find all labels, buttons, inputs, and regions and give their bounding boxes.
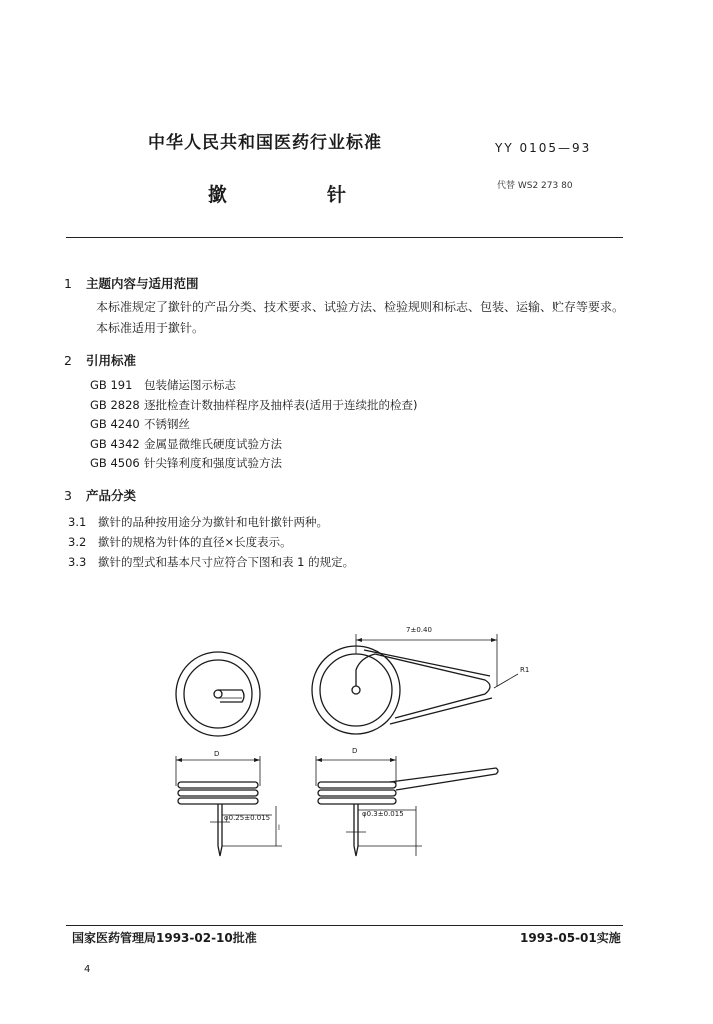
clause-item	[68, 552, 354, 572]
reference-code: GB 2828	[90, 397, 140, 412]
clause-text: 撳针的品种按用途分为撳针和电针撳针两种。	[98, 515, 328, 529]
left-top-view	[176, 652, 260, 736]
document-title-char-2: 针	[327, 184, 347, 206]
length-mark-label: l	[278, 824, 280, 832]
standard-title: 中华人民共和国医药行业标准	[148, 133, 382, 153]
document-title-char-1: 撳	[208, 184, 228, 206]
left-diameter-d-label: D	[214, 750, 220, 758]
clause-number: 3.2	[68, 535, 87, 549]
reference-item	[90, 454, 417, 474]
section-1-paragraph-1: 本标准规定了撳针的产品分类、技术要求、试验方法、检验规则和标志、包装、运输、贮存等要求。	[96, 300, 625, 314]
radius-label: R1	[520, 666, 530, 674]
footer-rule	[66, 925, 623, 926]
left-side-view	[176, 756, 282, 856]
reference-code: GB 4240	[90, 417, 140, 431]
reference-item	[90, 415, 417, 435]
reference-code: GB 191	[90, 378, 133, 392]
reference-code: GB 4506	[90, 456, 140, 470]
reference-code: GB 4342	[90, 436, 140, 451]
section-1-paragraph-2: 本标准适用于撳针。	[96, 321, 205, 335]
header-rule	[66, 237, 623, 238]
page-number: 4	[84, 964, 91, 975]
section-title: 产品分类	[86, 488, 137, 503]
reference-title: 金属显微维氏硬度试验方法	[144, 436, 282, 451]
reference-title: 针尖锋利度和强度试验方法	[144, 456, 282, 470]
reference-item	[90, 396, 417, 416]
clause-text: 撳针的型式和基本尺寸应符合下图和表 1 的规定。	[98, 555, 355, 569]
section-2-heading	[64, 351, 136, 369]
section-title: 主题内容与适用范围	[86, 276, 199, 291]
reference-item	[90, 435, 417, 455]
standard-number: YY 0105—93	[495, 141, 592, 155]
effective-date: 1993-05-01实施	[520, 931, 621, 945]
section-title: 引用标准	[86, 353, 137, 368]
reference-title: 不锈钢丝	[144, 417, 190, 431]
product-classification-list	[68, 512, 354, 572]
clause-number: 3.1	[68, 515, 87, 529]
right-side-view	[316, 756, 498, 856]
reference-list	[90, 376, 417, 474]
left-wire-diameter-label: φ0.25±0.015	[224, 814, 271, 822]
section-3-heading	[64, 486, 136, 504]
section-1-heading	[64, 274, 199, 292]
section-number: 1	[64, 276, 72, 291]
right-wire-diameter-label: φ0.3±0.015	[362, 810, 404, 818]
reference-title: 逐批检查计数抽样程序及抽样表(适用于连续批的检查)	[144, 397, 418, 412]
right-top-view	[312, 634, 518, 734]
document-title	[208, 180, 446, 207]
approval-statement: 国家医药管理局1993-02-10批准	[72, 931, 257, 945]
reference-item	[90, 376, 417, 396]
clause-item	[68, 512, 354, 532]
needle-technical-drawing	[150, 610, 550, 860]
length-dimension-label: 7±0.40	[406, 626, 432, 634]
right-diameter-d-label: D	[352, 747, 358, 755]
clause-item	[68, 532, 354, 552]
clause-number: 3.3	[68, 555, 87, 569]
clause-text: 撳针的规格为针体的直径×长度表示。	[98, 535, 292, 549]
reference-title: 包装储运图示标志	[144, 378, 236, 392]
section-number: 2	[64, 353, 72, 368]
section-number: 3	[64, 488, 72, 503]
replaces-note: 代替 WS2 273 80	[497, 181, 573, 191]
